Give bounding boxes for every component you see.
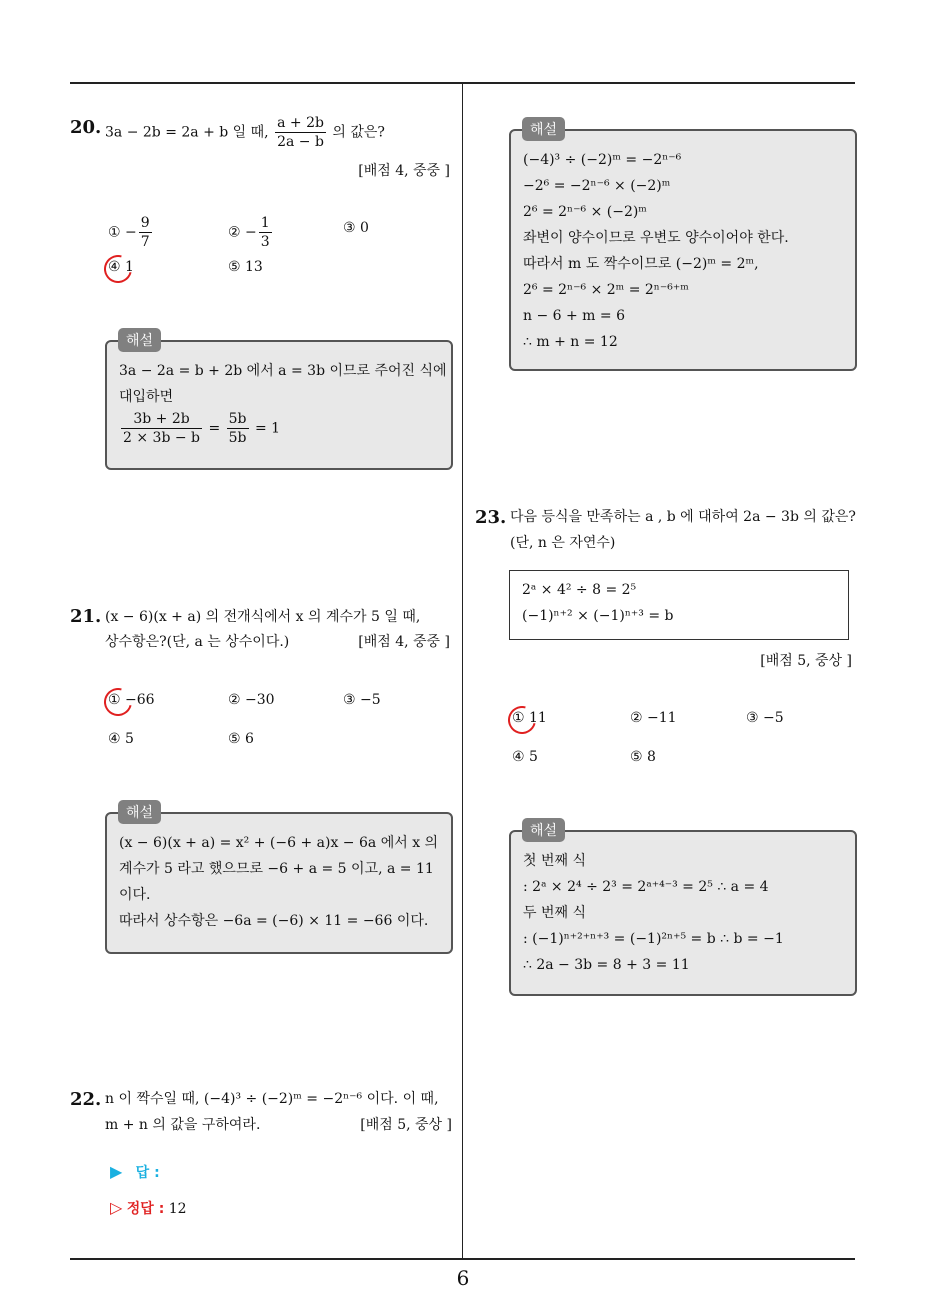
choice-mark: ②	[228, 224, 241, 241]
question-22-line2: m + n 의 값을 구하여라.	[105, 1117, 261, 1133]
solution-line: 계수가 5 라고 했으므로 −6 + a = 5 이고, a = 11	[119, 861, 434, 877]
choice-sign: −	[245, 224, 257, 241]
solution-line: −2⁶ = −2ⁿ⁻⁶ × (−2)ᵐ	[523, 178, 671, 194]
choice-mark: ⑤	[228, 731, 241, 747]
solution-fraction-line	[119, 410, 439, 447]
question-23-line2: (단, n 은 자연수)	[510, 535, 616, 551]
equals-sign: =	[208, 420, 221, 437]
solution-line: 대입하면	[119, 389, 174, 405]
choice-mark: ③	[343, 220, 356, 236]
play-arrow-icon: ▶	[110, 1162, 123, 1181]
question-22-line1: n 이 짝수일 때, (−4)³ ÷ (−2)ᵐ = −2ⁿ⁻⁶ 이다. 이 때,	[105, 1091, 439, 1107]
choice-sign: −	[125, 224, 137, 241]
choice-value: −30	[245, 692, 275, 708]
choice-value: −5	[763, 710, 784, 726]
q23-solution-tag: 해설	[522, 818, 565, 842]
solution-fraction	[121, 410, 202, 447]
choice-mark: ①	[108, 692, 121, 708]
choice-value: 13	[245, 259, 263, 275]
page-number: 6	[456, 1266, 470, 1290]
q23-solution-box	[509, 830, 857, 996]
q21-choice-1[interactable]	[108, 692, 155, 708]
q20-choice-2[interactable]	[228, 214, 274, 251]
q21-choice-4[interactable]	[108, 731, 134, 747]
choice-mark: ①	[108, 224, 121, 241]
solution-result: = 1	[254, 420, 281, 437]
question-23-meta: [배점 5, 중상 ]	[760, 653, 852, 669]
fraction-numerator: 9	[140, 215, 150, 231]
question-21-line2: 상수항은?(단, a 는 상수이다.)	[105, 634, 290, 650]
answer-field[interactable]	[110, 1162, 160, 1182]
q20-choice-5[interactable]	[228, 259, 263, 275]
question-22-number: 22.	[70, 1089, 102, 1110]
q20-solution-tag: 해설	[118, 328, 161, 352]
q21-choice-5[interactable]	[228, 731, 254, 747]
q20-choice-1[interactable]	[108, 214, 154, 251]
column-divider	[462, 83, 463, 1259]
choice-mark: ①	[512, 710, 525, 726]
correct-answer-label: 정답 :	[126, 1201, 165, 1217]
choice-mark: ②	[228, 692, 241, 708]
bottom-rule	[70, 1258, 855, 1260]
fraction-numerator: a + 2b	[277, 115, 324, 131]
question-21-meta: [배점 4, 중중 ]	[358, 634, 450, 650]
choice-mark: ③	[746, 710, 759, 726]
q21-choice-2[interactable]	[228, 692, 275, 708]
solution-line: 두 번째 식	[523, 905, 586, 921]
solution-fraction	[227, 410, 249, 447]
correct-answer-value: 12	[168, 1201, 187, 1217]
choice-mark: ④	[512, 749, 525, 765]
question-20-text	[105, 114, 385, 151]
q20-solution-box	[105, 340, 453, 470]
q21-solution-tag: 해설	[118, 800, 161, 824]
given-equation: (−1)ⁿ⁺² × (−1)ⁿ⁺³ = b	[522, 608, 674, 624]
fraction-denominator: 2a − b	[277, 134, 324, 150]
solution-line: n − 6 + m = 6	[523, 308, 625, 324]
choice-mark: ④	[108, 731, 121, 747]
outline-arrow-icon: ▷	[110, 1198, 123, 1217]
fraction-denominator: 2 × 3b − b	[123, 430, 200, 446]
solution-line: 2⁶ = 2ⁿ⁻⁶ × 2ᵐ = 2ⁿ⁻⁶⁺ᵐ	[523, 282, 689, 298]
solution-line: : 2ᵃ × 2⁴ ÷ 2³ = 2ᵃ⁺⁴⁻³ = 2⁵ ∴ a = 4	[523, 879, 769, 895]
choice-value: 11	[529, 710, 547, 726]
solution-line: (−4)³ ÷ (−2)ᵐ = −2ⁿ⁻⁶	[523, 152, 682, 168]
question-21-line1: (x − 6)(x + a) 의 전개식에서 x 의 계수가 5 일 때,	[105, 609, 421, 625]
fraction-numerator: 3b + 2b	[121, 410, 202, 429]
choice-mark: ⑤	[228, 259, 241, 275]
choice-value: −11	[647, 710, 677, 726]
solution-line: ∴ 2a − 3b = 8 + 3 = 11	[523, 957, 690, 973]
question-22-meta: [배점 5, 중상 ]	[360, 1117, 452, 1133]
solution-line: 이다.	[119, 887, 151, 903]
solution-line: : (−1)ⁿ⁺²⁺ⁿ⁺³ = (−1)²ⁿ⁺⁵ = b ∴ b = −1	[523, 931, 784, 947]
q22-solution-tag: 해설	[522, 117, 565, 141]
given-equation: 2ᵃ × 4² ÷ 8 = 2⁵	[522, 582, 637, 598]
solution-line: 2⁶ = 2ⁿ⁻⁶ × (−2)ᵐ	[523, 204, 647, 220]
fraction-denominator: 3	[260, 234, 270, 250]
question-20-text-a: 3a − 2b = 2a + b 일 때,	[105, 124, 274, 141]
choice-mark: ②	[630, 710, 643, 726]
choice-value: 6	[245, 731, 254, 747]
q21-choice-3[interactable]	[343, 692, 381, 708]
solution-line: 좌변이 양수이므로 우변도 양수이어야 한다.	[523, 230, 789, 246]
correct-answer	[110, 1198, 187, 1218]
solution-line: (x − 6)(x + a) = x² + (−6 + a)x − 6a 에서 x 의	[119, 835, 439, 851]
choice-value: 1	[125, 259, 134, 275]
answer-label: 답 :	[135, 1165, 160, 1181]
choice-mark: ④	[108, 259, 121, 275]
solution-line: 3a − 2a = b + 2b 에서 a = 3b 이므로 주어진 식에	[119, 363, 447, 379]
fraction-denominator: 7	[140, 234, 150, 250]
fraction-numerator: 1	[260, 215, 270, 231]
question-21-number: 21.	[70, 606, 102, 627]
solution-line: ∴ m + n = 12	[523, 334, 618, 350]
question-20-text-b: 의 값은?	[327, 124, 385, 141]
solution-line: 따라서 상수항은 −6a = (−6) × 11 = −66 이다.	[119, 913, 429, 929]
choice-fraction	[259, 214, 272, 251]
q23-choice-1[interactable]	[512, 710, 547, 726]
q21-solution-box	[105, 812, 453, 954]
choice-value: −66	[125, 692, 155, 708]
given-equations-box	[509, 570, 849, 640]
choice-value: 0	[360, 220, 369, 236]
question-23-number: 23.	[475, 507, 507, 528]
choice-value: 8	[647, 749, 656, 765]
choice-mark: ③	[343, 692, 356, 708]
fraction-numerator: 5b	[228, 411, 247, 427]
q23-choice-5[interactable]	[630, 749, 656, 765]
solution-line: 첫 번째 식	[523, 853, 586, 869]
choice-value: 5	[529, 749, 538, 765]
q20-choice-3[interactable]	[343, 220, 369, 236]
solution-line: 따라서 m 도 짝수이므로 (−2)ᵐ = 2ᵐ,	[523, 256, 759, 272]
question-20-fraction	[275, 114, 326, 151]
q22-solution-box	[509, 129, 857, 371]
question-23-line1: 다음 등식을 만족하는 a , b 에 대하여 2a − 3b 의 값은?	[510, 509, 856, 525]
choice-fraction	[139, 214, 152, 251]
q23-choice-4[interactable]	[512, 749, 538, 765]
q23-choice-2[interactable]	[630, 710, 677, 726]
choice-value: 5	[125, 731, 134, 747]
fraction-denominator: 5b	[228, 430, 247, 446]
q23-choice-3[interactable]	[746, 710, 784, 726]
q20-choice-4[interactable]	[108, 259, 134, 275]
question-20-number: 20.	[70, 117, 102, 138]
choice-mark: ⑤	[630, 749, 643, 765]
choice-value: −5	[360, 692, 381, 708]
question-20-meta: [배점 4, 중중 ]	[358, 163, 450, 179]
